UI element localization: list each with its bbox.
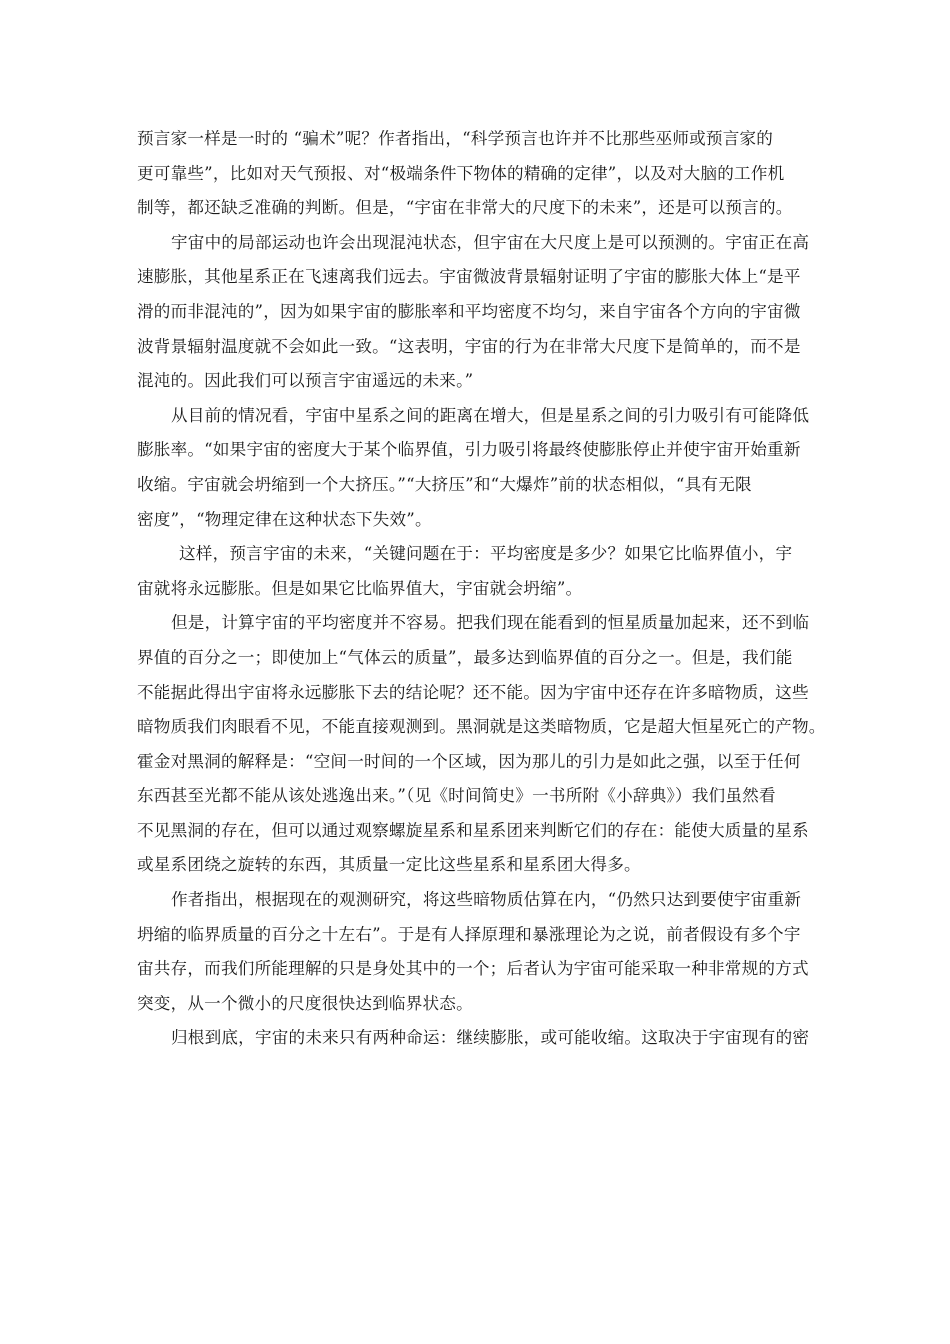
text-line: 宙共存，而我们所能理解的只是身处其中的一个；后者认为宇宙可能采取一种非常规的方式 xyxy=(137,959,809,979)
text-line: 不见黑洞的存在，但可以通过观察螺旋星系和星系团来判断它们的存在：能使大质量的星系 xyxy=(137,820,809,840)
text-line: 预言家一样是一时的 “骗术”呢？作者指出，“科学预言也许并不比那些巫师或预言家的 xyxy=(137,129,774,148)
text-line: 收缩。宇宙就会坍缩到一个大挤压。”“大挤压”和“大爆炸”前的状态相似，“具有无限 xyxy=(137,474,752,494)
paragraph-first-line: 作者指出，根据现在的观测研究，将这些暗物质估算在内，“仍然只达到要使宇宙重新 xyxy=(171,890,802,910)
text-line: 宙就将永远膨胀。但是如果它比临界值大，宇宙就会坍缩”。 xyxy=(137,578,583,598)
text-line: 波背景辐射温度就不会如此一致。“这表明，宇宙的行为在非常大尺度下是简单的，而不是 xyxy=(137,336,801,356)
paragraph-first-line: 从目前的情况看，宇宙中星系之间的距离在增大，但是星系之间的引力吸引有可能降低 xyxy=(171,405,810,425)
document-page xyxy=(137,122,826,1056)
text-line: 坍缩的临界质量的百分之十左右”。于是有人择原理和暴涨理论为之说，前者假设有多个宇 xyxy=(137,924,801,944)
paragraph-first-line: 这样，预言宇宙的未来，“关键问题在于：平均密度是多少？如果它比临界值小，宇 xyxy=(179,544,793,564)
text-line: 突变，从一个微小的尺度很快达到临界状态。 xyxy=(137,993,473,1013)
paragraph-first-line: 归根到底，宇宙的未来只有两种命运：继续膨胀，或可能收缩。这取决于宇宙现有的密 xyxy=(171,1028,810,1048)
text-line: 混沌的。因此我们可以预言宇宙遥远的未来。” xyxy=(137,371,474,391)
paragraph-first-line: 宇宙中的局部运动也许会出现混沌状态，但宇宙在大尺度上是可以预测的。宇宙正在高 xyxy=(171,232,810,252)
text-line: 不能据此得出宇宙将永远膨胀下去的结论呢？还不能。因为宇宙中还存在许多暗物质，这些 xyxy=(137,682,809,702)
text-line: 膨胀率。“如果宇宙的密度大于某个临界值，引力吸引将最终使膨胀停止并使宇宙开始重新 xyxy=(137,440,801,460)
text-line: 更可靠些”，比如对天气预报、对“极端条件下物体的精确的定律”，以及对大脑的工作机 xyxy=(137,163,785,183)
text-line: 界值的百分之一；即使加上“气体云的质量”，最多达到临界值的百分之一。但是，我们能 xyxy=(137,647,793,667)
text-line: 东西甚至光都不能从该处逃逸出来。”（见《时间简史》一书所附《小辞典》）我们虽然看 xyxy=(137,786,776,806)
text-line: 制等，都还缺乏准确的判断。但是，“宇宙在非常大的尺度下的未来”，还是可以预言的。 xyxy=(137,198,793,218)
text-line: 霍金对黑洞的解释是：“空间一时间的一个区域，因为那儿的引力是如此之强，以至于任何 xyxy=(137,751,801,771)
text-line: 密度”，“物理定律在这种状态下失效”。 xyxy=(137,509,432,529)
text-line: 滑的而非混沌的”，因为如果宇宙的膨胀率和平均密度不均匀，来自宇宙各个方向的宇宙微 xyxy=(137,301,801,321)
text-line: 暗物质我们肉眼看不见，不能直接观测到。黑洞就是这类暗物质，它是超大恒星死亡的产物。 xyxy=(137,717,826,737)
text-line: 速膨胀，其他星系正在飞速离我们远去。宇宙微波背景辐射证明了宇宙的膨胀大体上“是平 xyxy=(137,267,801,287)
paragraph-first-line: 但是，计算宇宙的平均密度并不容易。把我们现在能看到的恒星质量加起来，还不到临 xyxy=(171,613,810,633)
text-line: 或星系团绕之旋转的东西，其质量一定比这些星系和星系团大得多。 xyxy=(137,855,641,875)
